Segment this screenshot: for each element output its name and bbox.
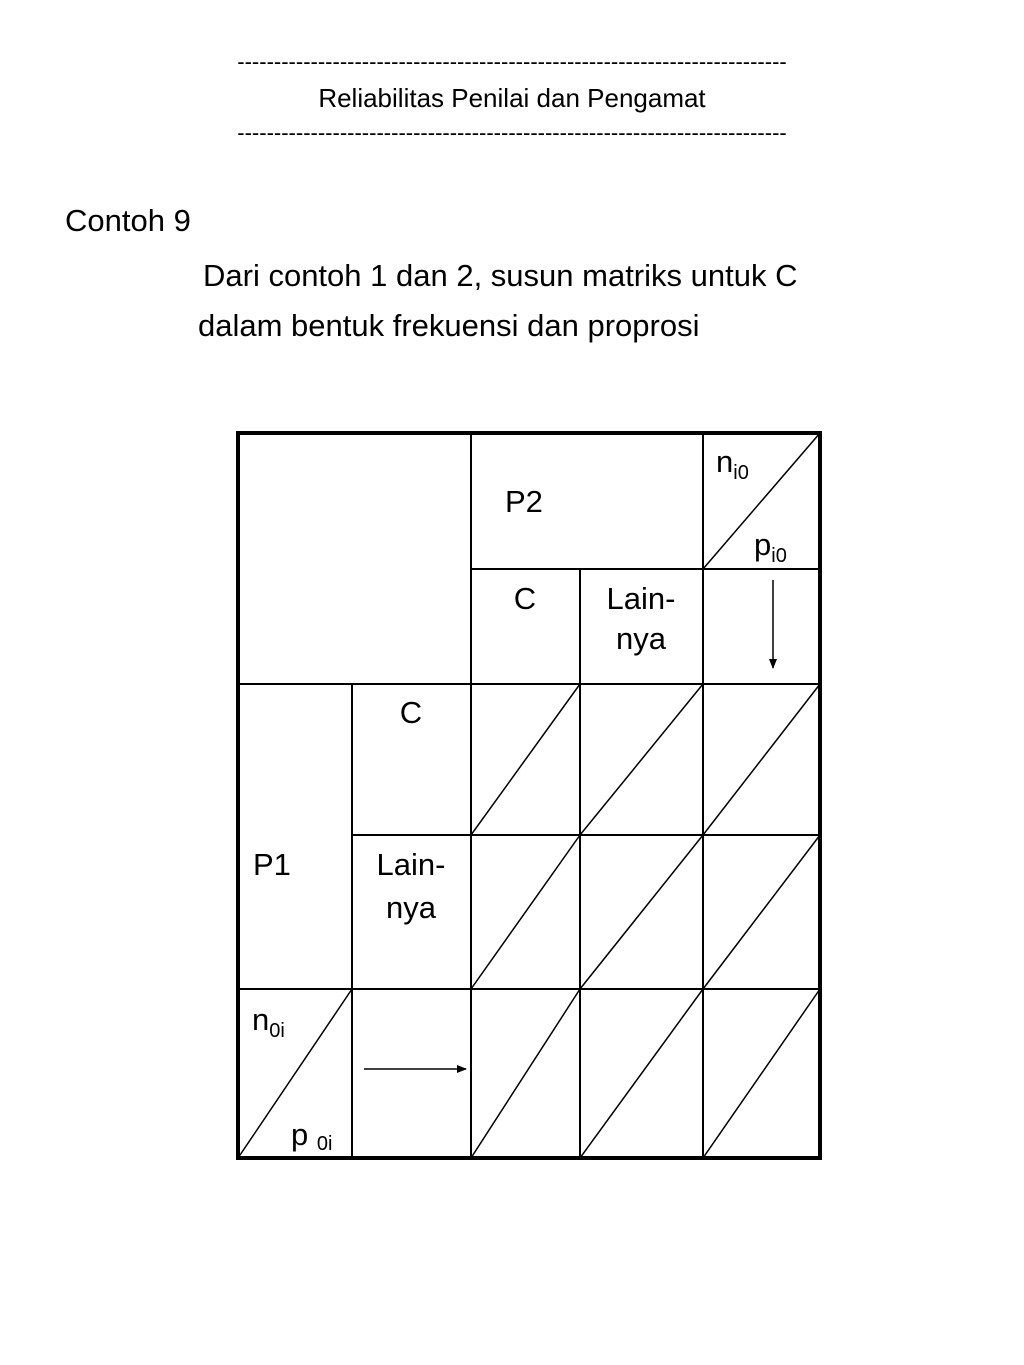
cell-diagonal: [580, 684, 703, 835]
example-heading: Contoh 9: [65, 203, 191, 238]
cell-diagonal: [703, 835, 820, 989]
p-i0-label: $p_{i0}$: [754, 527, 787, 567]
row-c-label: C: [399, 695, 423, 730]
cell-diagonal: [580, 989, 703, 1158]
p-0i-label: p 0i: [291, 1117, 333, 1155]
page-header-title: Reliabilitas Penilai dan Pengamat: [318, 83, 706, 113]
cell-diagonal: [471, 989, 580, 1158]
cell-diagonal: [703, 989, 820, 1158]
p2-label: P2: [505, 484, 543, 519]
instruction-line-1: Dari contoh 1 dan 2, susun matriks untuk C: [203, 258, 798, 293]
instruction-line-2: dalam bentuk frekuensi dan proprosi: [198, 308, 700, 343]
row-other-label-line2: nya: [386, 890, 436, 925]
n-i0-label: $n_{i0}$: [716, 444, 749, 484]
p1-label: P1: [253, 847, 291, 882]
n-0i-label: $n_{0i}$: [252, 1002, 285, 1042]
header-rule-top: ---------------------------------------------------------------------------: [237, 49, 787, 74]
cell-diagonal: [580, 835, 703, 989]
cell-diagonal: [471, 835, 580, 989]
column-c-label: C: [513, 581, 537, 616]
cell-diagonal: [703, 684, 820, 835]
column-other-label-line2: nya: [616, 621, 666, 656]
row-other-label-line1: Lain-: [376, 847, 446, 882]
column-other-label-line1: Lain-: [606, 581, 676, 616]
data-cell-diagonals: [471, 684, 820, 1158]
header-rule-bottom: ---------------------------------------------------------------------------: [237, 120, 787, 145]
cell-diagonal: [471, 684, 580, 835]
